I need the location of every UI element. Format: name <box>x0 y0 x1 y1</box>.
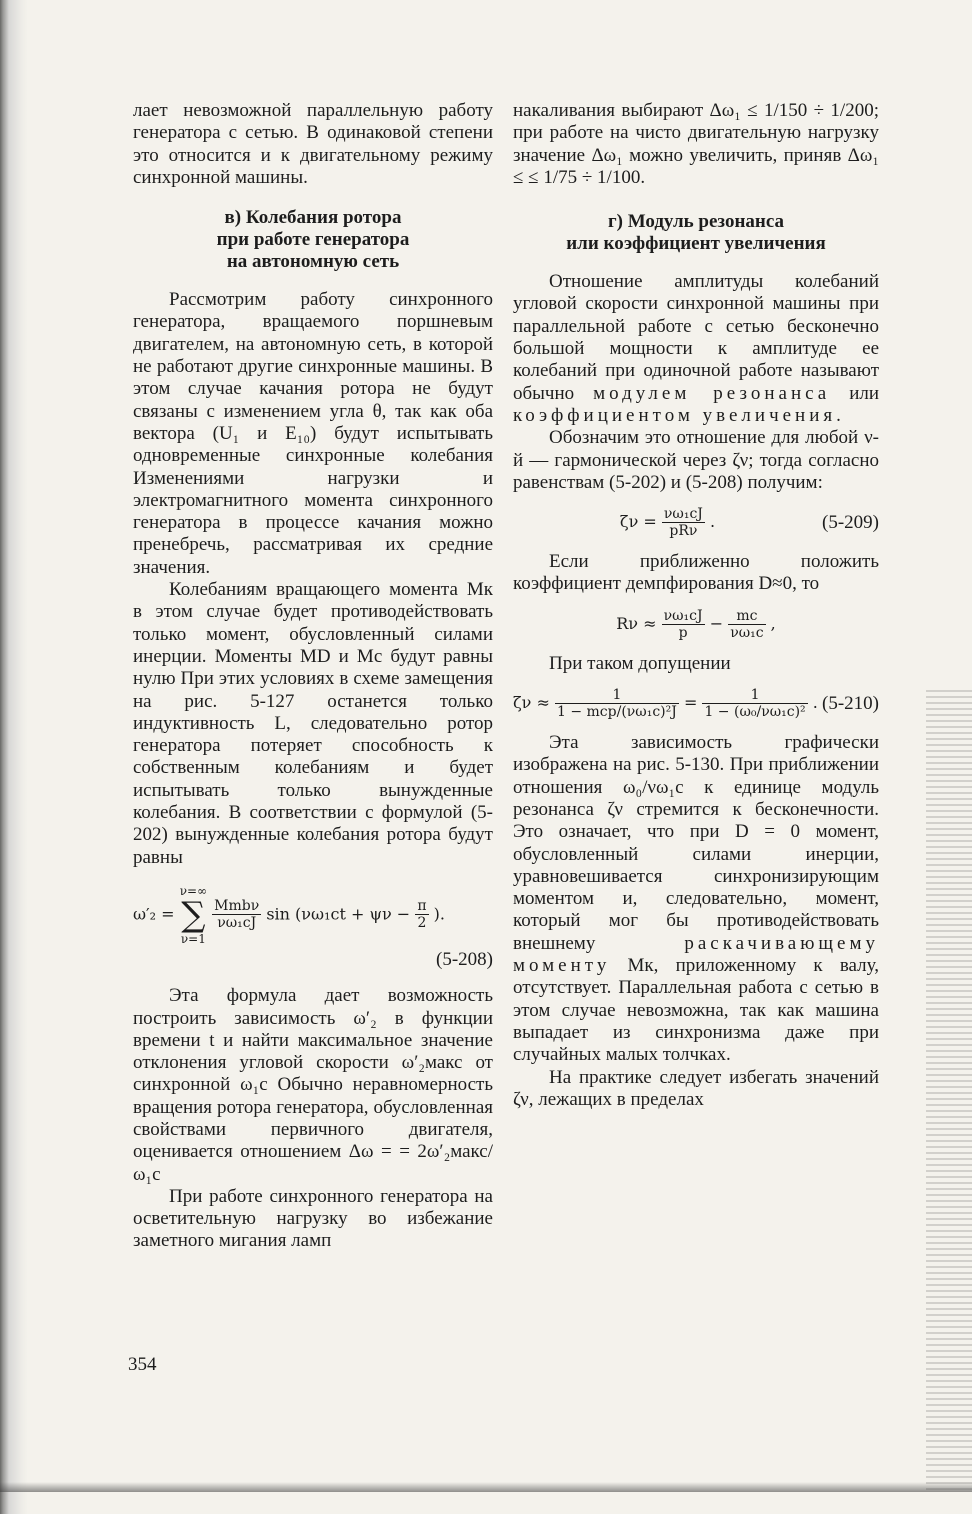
paragraph: Колебаниям вращающего момента Mк в этом случае будет противодействовать только момент, обусловленный силами инерции. Моменты MD и Mc будут равны нулю При этих условиях в схеме замещения на рис. 5-127 останется только индуктивность L, следовательно ротор генератора потеряет способность к собственным колебаниям и будет испытывать только вынужденные колебания. В соответствии с формулой (5-202) вынужденные колебания ротора будут равны <box>133 579 493 868</box>
equation-number: (5-208) <box>436 948 493 970</box>
right-column <box>513 100 879 1111</box>
paragraph: На практике следует избегать значений ζν, лежащих в пределах <box>513 1066 879 1110</box>
page-number: 354 <box>128 1354 157 1375</box>
paragraph: Эта формула дает возможность построить зависимость ω′₂ в функции времени t и найти максимальное значение отклонения угловой скорости ω′₂макс от синхронной ω₁c Обычно неравномерность вращения ротора генератора, обусловленная свойствами первичного двигателя, оценивается отношением Δω = = 2ω′₂макс/ω₁c <box>133 985 493 1185</box>
paragraph: Отношение амплитуды колебаний угловой скорости синхронной машины при параллельной работе с сетью бесконечно большой мощности к амплитуде ее колебаний при одиночной работе называют обычно модулем резонанса или коэффициентом увеличения. <box>513 271 880 426</box>
equation-5-208: ω′₂ = ν=∞ ∑ ν=1 $\frac{\text{Mmbν}}{\text{νω₁cJ}}$ sin (νω₁ct + ψν − $\frac{\pi}{2}$ ). (5-208) <box>133 883 493 970</box>
paragraph-continued: накаливания выбирают Δω₁ ≤ 1/150 ÷ 1/200; при работе на чисто двигательную нагрузку значение Δω₁ можно увеличить, приняв Δω₁ ≤ ≤ 1/75 ÷ 1/100. <box>513 100 879 188</box>
left-column <box>133 100 493 1253</box>
paragraph: Обозначим это отношение для любой ν-й — гармонической через ζν; тогда согласно равенствам (5-202) и (5-208) получим: <box>513 427 879 493</box>
section-heading-v: в) Колебания ротора при работе генератора на автономную сеть <box>216 207 410 273</box>
scan-shadow-left <box>0 0 28 1514</box>
scan-shadow-bottom <box>0 1482 972 1492</box>
section-heading-g: г) Модуль резонанса или коэффициент увеличения <box>566 211 826 255</box>
paragraph: Эта зависимость графически изображена на рис. 5-130. При приближении отношения ω₀/νω₁c к единице модуль резонанса ζν стремится к бесконечности. Это означает, что при D = 0 момент, обусловленный силами инерции, уравновешивается синхронизирующим моментом и, следовательно, момент, который мог бы противодействовать внешнему раскачивающему моменту Mк, приложенному к валу, отсутствует. Параллельная работа с сетью в этом случае невозможна, так как машина выпадает из синхронизма даже при случайных малых толчках. <box>513 732 879 1066</box>
equation-5-209: (5-209) ζν = $\frac{\text{νω₁cJ}}{\text{pRν}}$ . <box>619 506 879 540</box>
paragraph: При таком допущении <box>549 652 731 674</box>
scan-noise-right <box>926 690 972 1490</box>
paragraph-continued: лает невозможной параллельную работу генератора с сетью. В одинаковой степени это относится и к двигательному режиму синхронной машины. <box>133 100 493 188</box>
equation-5-210: (5-210) ζν ≈ $\frac{1}{\text{1 − mcp/(νω₁c)²J}}$ = $\frac{1}{\text{1 − (ω₀/νω₁c)²}}$ . <box>513 687 879 721</box>
paragraph: При работе синхронного генератора на осветительную нагрузку во избежание заметного мигания ламп <box>133 1185 493 1252</box>
paragraph: Если приближенно положить коэффициент демпфирования D≈0, то <box>513 551 879 595</box>
equation-r-nu: Rν ≈ $\frac{\text{νω₁cJ}}{p}$ − $\frac{mc}{\text{νω₁c}}$ , <box>616 607 776 641</box>
paragraph: Рассмотрим работу синхронного генератора, вращаемого поршневым двигателем, на автономную сеть, в которой не работают другие синхронные машины. В этом случае качания ротора не будут связаны с изменением угла θ, так как оба вектора (U₁ и E₁₀) будут испытывать одновременные синхронные колебания Изменениями нагрузки и электромагнитного момента синхронного генератора в процессе качания можно пренебречь, рассматривая их средние значения. <box>133 289 493 578</box>
